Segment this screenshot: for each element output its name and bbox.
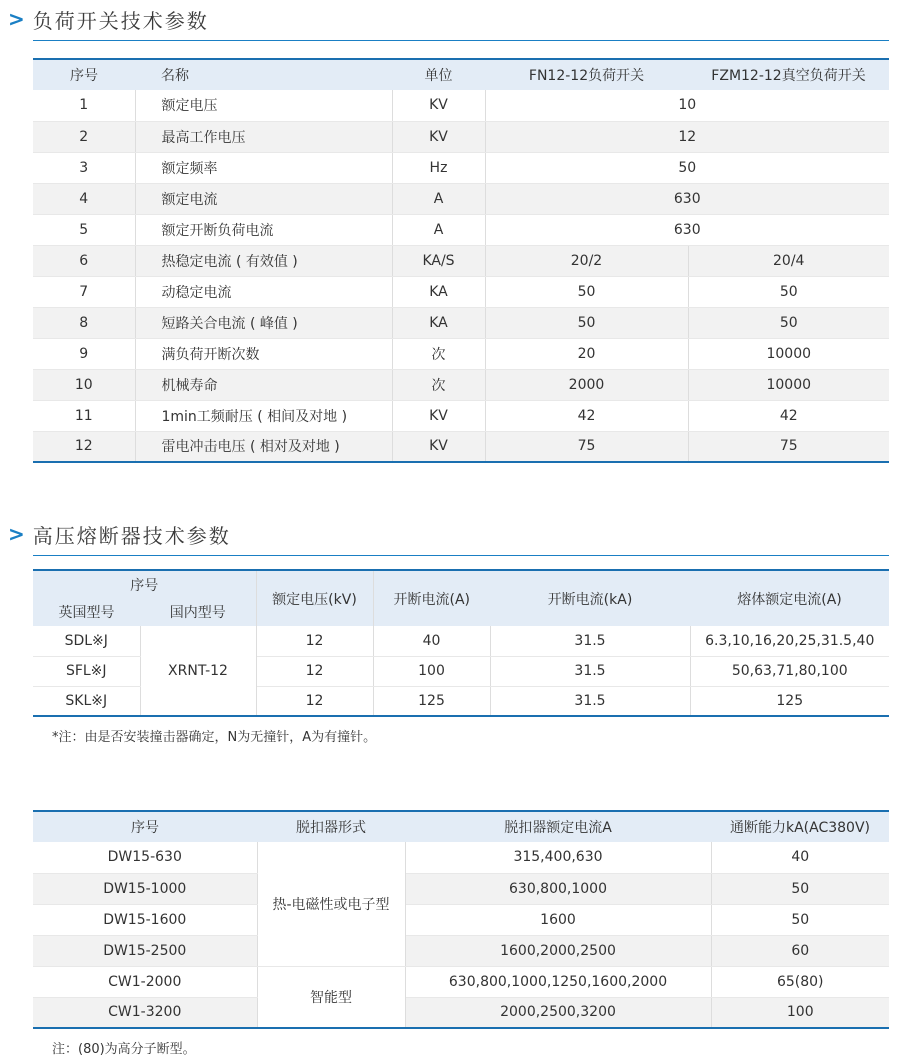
- name-cell: 额定频率: [135, 152, 392, 183]
- serial-cell: 3: [33, 152, 135, 183]
- serial-cell: 7: [33, 276, 135, 307]
- table-row: [33, 152, 889, 183]
- trip-current-cell: 2000,2500,3200: [405, 997, 711, 1028]
- fzm12-value-cell: 50: [688, 307, 889, 338]
- table-row: [33, 904, 889, 935]
- name-cell: 额定开断负荷电流: [135, 214, 392, 245]
- model-cell: CW1-2000: [33, 966, 257, 997]
- serial-cell: 12: [33, 431, 135, 462]
- unit-cell: KV: [392, 90, 485, 121]
- table-row: [33, 626, 889, 656]
- table-row: [33, 307, 889, 338]
- name-cell: 雷电冲击电压 ( 相对及对地 ): [135, 431, 392, 462]
- model-cell: CW1-3200: [33, 997, 257, 1028]
- breaking-capacity-cell: 65(80): [711, 966, 889, 997]
- name-cell: 机械寿命: [135, 369, 392, 400]
- load-switch-table: [33, 58, 889, 463]
- fn12-value-cell: 20: [485, 338, 688, 369]
- name-cell: 满负荷开断次数: [135, 338, 392, 369]
- table-row: [33, 966, 889, 997]
- table-row: [33, 369, 889, 400]
- fuse-table: [33, 569, 889, 717]
- rated-voltage-cell: 12: [256, 686, 373, 716]
- unit-cell: Hz: [392, 152, 485, 183]
- trip-type-cell: 智能型: [257, 966, 405, 1028]
- table-row: [33, 90, 889, 121]
- table-row: [33, 214, 889, 245]
- fuse-current-cell: 50,63,71,80,100: [690, 656, 889, 686]
- table-row: [33, 873, 889, 904]
- value-cell: 12: [485, 121, 889, 152]
- uk-model-cell: SDL※J: [33, 626, 140, 656]
- header-serial: 序号: [131, 820, 159, 836]
- header-trip-type: 脱扣器形式: [296, 820, 366, 836]
- section1-title-text: 负荷开关技术参数: [32, 8, 209, 33]
- header-serial: 序号: [70, 68, 98, 84]
- breaking-ka-cell: 31.5: [490, 626, 690, 656]
- breaker-table: [33, 810, 889, 1029]
- breaking-a-cell: 40: [373, 626, 490, 656]
- value-cell: 10: [485, 90, 889, 121]
- table-header-row: [33, 59, 889, 90]
- model-cell: DW15-2500: [33, 935, 257, 966]
- fzm12-value-cell: 10000: [688, 338, 889, 369]
- trip-current-cell: 315,400,630: [405, 842, 711, 873]
- header-fuse-rated-current: 熔体额定电流(A): [737, 591, 842, 608]
- section2-rule: [33, 555, 889, 556]
- breaking-capacity-cell: 50: [711, 873, 889, 904]
- name-cell: 额定电流: [135, 183, 392, 214]
- table-row: [33, 400, 889, 431]
- table-header-row: [33, 811, 889, 842]
- breaking-ka-cell: 31.5: [490, 686, 690, 716]
- fn12-value-cell: 20/2: [485, 245, 688, 276]
- table-header-row: [33, 570, 889, 598]
- fzm12-value-cell: 20/4: [688, 245, 889, 276]
- model-cell: DW15-630: [33, 842, 257, 873]
- breaking-capacity-cell: 50: [711, 904, 889, 935]
- serial-cell: 4: [33, 183, 135, 214]
- breaking-capacity-cell: 60: [711, 935, 889, 966]
- serial-cell: 8: [33, 307, 135, 338]
- serial-cell: 2: [33, 121, 135, 152]
- unit-cell: A: [392, 214, 485, 245]
- model-cell: DW15-1000: [33, 873, 257, 904]
- value-cell: 630: [485, 183, 889, 214]
- table-row: [33, 935, 889, 966]
- name-cell: 短路关合电流 ( 峰值 ): [135, 307, 392, 338]
- header-breaking-current-ka: 开断电流(kA): [547, 591, 633, 608]
- unit-cell: KV: [392, 431, 485, 462]
- section1-title: [8, 4, 209, 34]
- name-cell: 热稳定电流 ( 有效值 ): [135, 245, 392, 276]
- breaker-note: 注：(80)为高分子断型。: [52, 1042, 196, 1057]
- trip-current-cell: 1600: [405, 904, 711, 935]
- model-cell: DW15-1600: [33, 904, 257, 935]
- header-fn12: FN12-12负荷开关: [528, 68, 645, 84]
- serial-cell: 5: [33, 214, 135, 245]
- fn12-value-cell: 75: [485, 431, 688, 462]
- section1-rule: [33, 40, 889, 41]
- trip-current-cell: 630,800,1000,1250,1600,2000: [405, 966, 711, 997]
- breaking-ka-cell: 31.5: [490, 656, 690, 686]
- fuse-note: *注：由是否安装撞击器确定，N为无撞针，A为有撞针。: [52, 730, 377, 745]
- rated-voltage-cell: 12: [256, 626, 373, 656]
- serial-cell: 1: [33, 90, 135, 121]
- chevron-right-icon: >: [8, 7, 25, 31]
- fzm12-value-cell: 75: [688, 431, 889, 462]
- name-cell: 额定电压: [135, 90, 392, 121]
- unit-cell: KV: [392, 400, 485, 431]
- header-trip-current: 脱扣器额定电流A: [504, 820, 612, 836]
- fn12-value-cell: 42: [485, 400, 688, 431]
- fn12-value-cell: 2000: [485, 369, 688, 400]
- table-row: [33, 431, 889, 462]
- header-name: 名称: [161, 68, 189, 84]
- serial-cell: 11: [33, 400, 135, 431]
- fn12-value-cell: 50: [485, 276, 688, 307]
- fuse-current-cell: 6.3,10,16,20,25,31.5,40: [690, 626, 889, 656]
- chevron-right-icon: >: [8, 522, 25, 546]
- name-cell: 动稳定电流: [135, 276, 392, 307]
- fzm12-value-cell: 10000: [688, 369, 889, 400]
- rated-voltage-cell: 12: [256, 656, 373, 686]
- value-cell: 630: [485, 214, 889, 245]
- header-fzm12: FZM12-12真空负荷开关: [711, 68, 866, 84]
- breaking-capacity-cell: 40: [711, 842, 889, 873]
- value-cell: 50: [485, 152, 889, 183]
- header-uk-model: 英国型号: [58, 605, 115, 621]
- fn12-value-cell: 50: [485, 307, 688, 338]
- breaking-capacity-cell: 100: [711, 997, 889, 1028]
- trip-current-cell: 630,800,1000: [405, 873, 711, 904]
- trip-current-cell: 1600,2000,2500: [405, 935, 711, 966]
- uk-model-cell: SKL※J: [33, 686, 140, 716]
- header-rated-voltage: 额定电压(kV): [256, 570, 373, 626]
- table-row: [33, 842, 889, 873]
- section2-title-text: 高压熔断器技术参数: [32, 523, 231, 548]
- breaking-a-cell: 125: [373, 686, 490, 716]
- table-row: [33, 121, 889, 152]
- header-unit: 单位: [424, 68, 453, 84]
- header-breaking-current-a: 开断电流(A): [393, 591, 470, 608]
- name-cell: 1min工频耐压 ( 相间及对地 ): [135, 400, 392, 431]
- table-row: [33, 183, 889, 214]
- unit-cell: A: [392, 183, 485, 214]
- table-row: [33, 276, 889, 307]
- table-row: [33, 997, 889, 1028]
- table-row: [33, 245, 889, 276]
- serial-cell: 9: [33, 338, 135, 369]
- table-row: [33, 338, 889, 369]
- header-breaking-capacity: 通断能力kA(AC380V): [729, 820, 870, 836]
- breaking-a-cell: 100: [373, 656, 490, 686]
- unit-cell: KA/S: [392, 245, 485, 276]
- unit-cell: 次: [392, 338, 485, 369]
- fzm12-value-cell: 50: [688, 276, 889, 307]
- header-domestic-model: 国内型号: [169, 605, 226, 621]
- unit-cell: KA: [392, 307, 485, 338]
- section2-title: [8, 519, 231, 549]
- serial-cell: 6: [33, 245, 135, 276]
- serial-cell: 10: [33, 369, 135, 400]
- fzm12-value-cell: 42: [688, 400, 889, 431]
- uk-model-cell: SFL※J: [33, 656, 140, 686]
- unit-cell: KA: [392, 276, 485, 307]
- fuse-current-cell: 125: [776, 692, 804, 709]
- name-cell: 最高工作电压: [135, 121, 392, 152]
- unit-cell: KV: [392, 121, 485, 152]
- header-serial: 序号: [130, 577, 159, 594]
- trip-type-cell: 热-电磁性或电子型: [257, 842, 405, 966]
- domestic-model-cell: XRNT-12: [140, 626, 256, 716]
- unit-cell: 次: [392, 369, 485, 400]
